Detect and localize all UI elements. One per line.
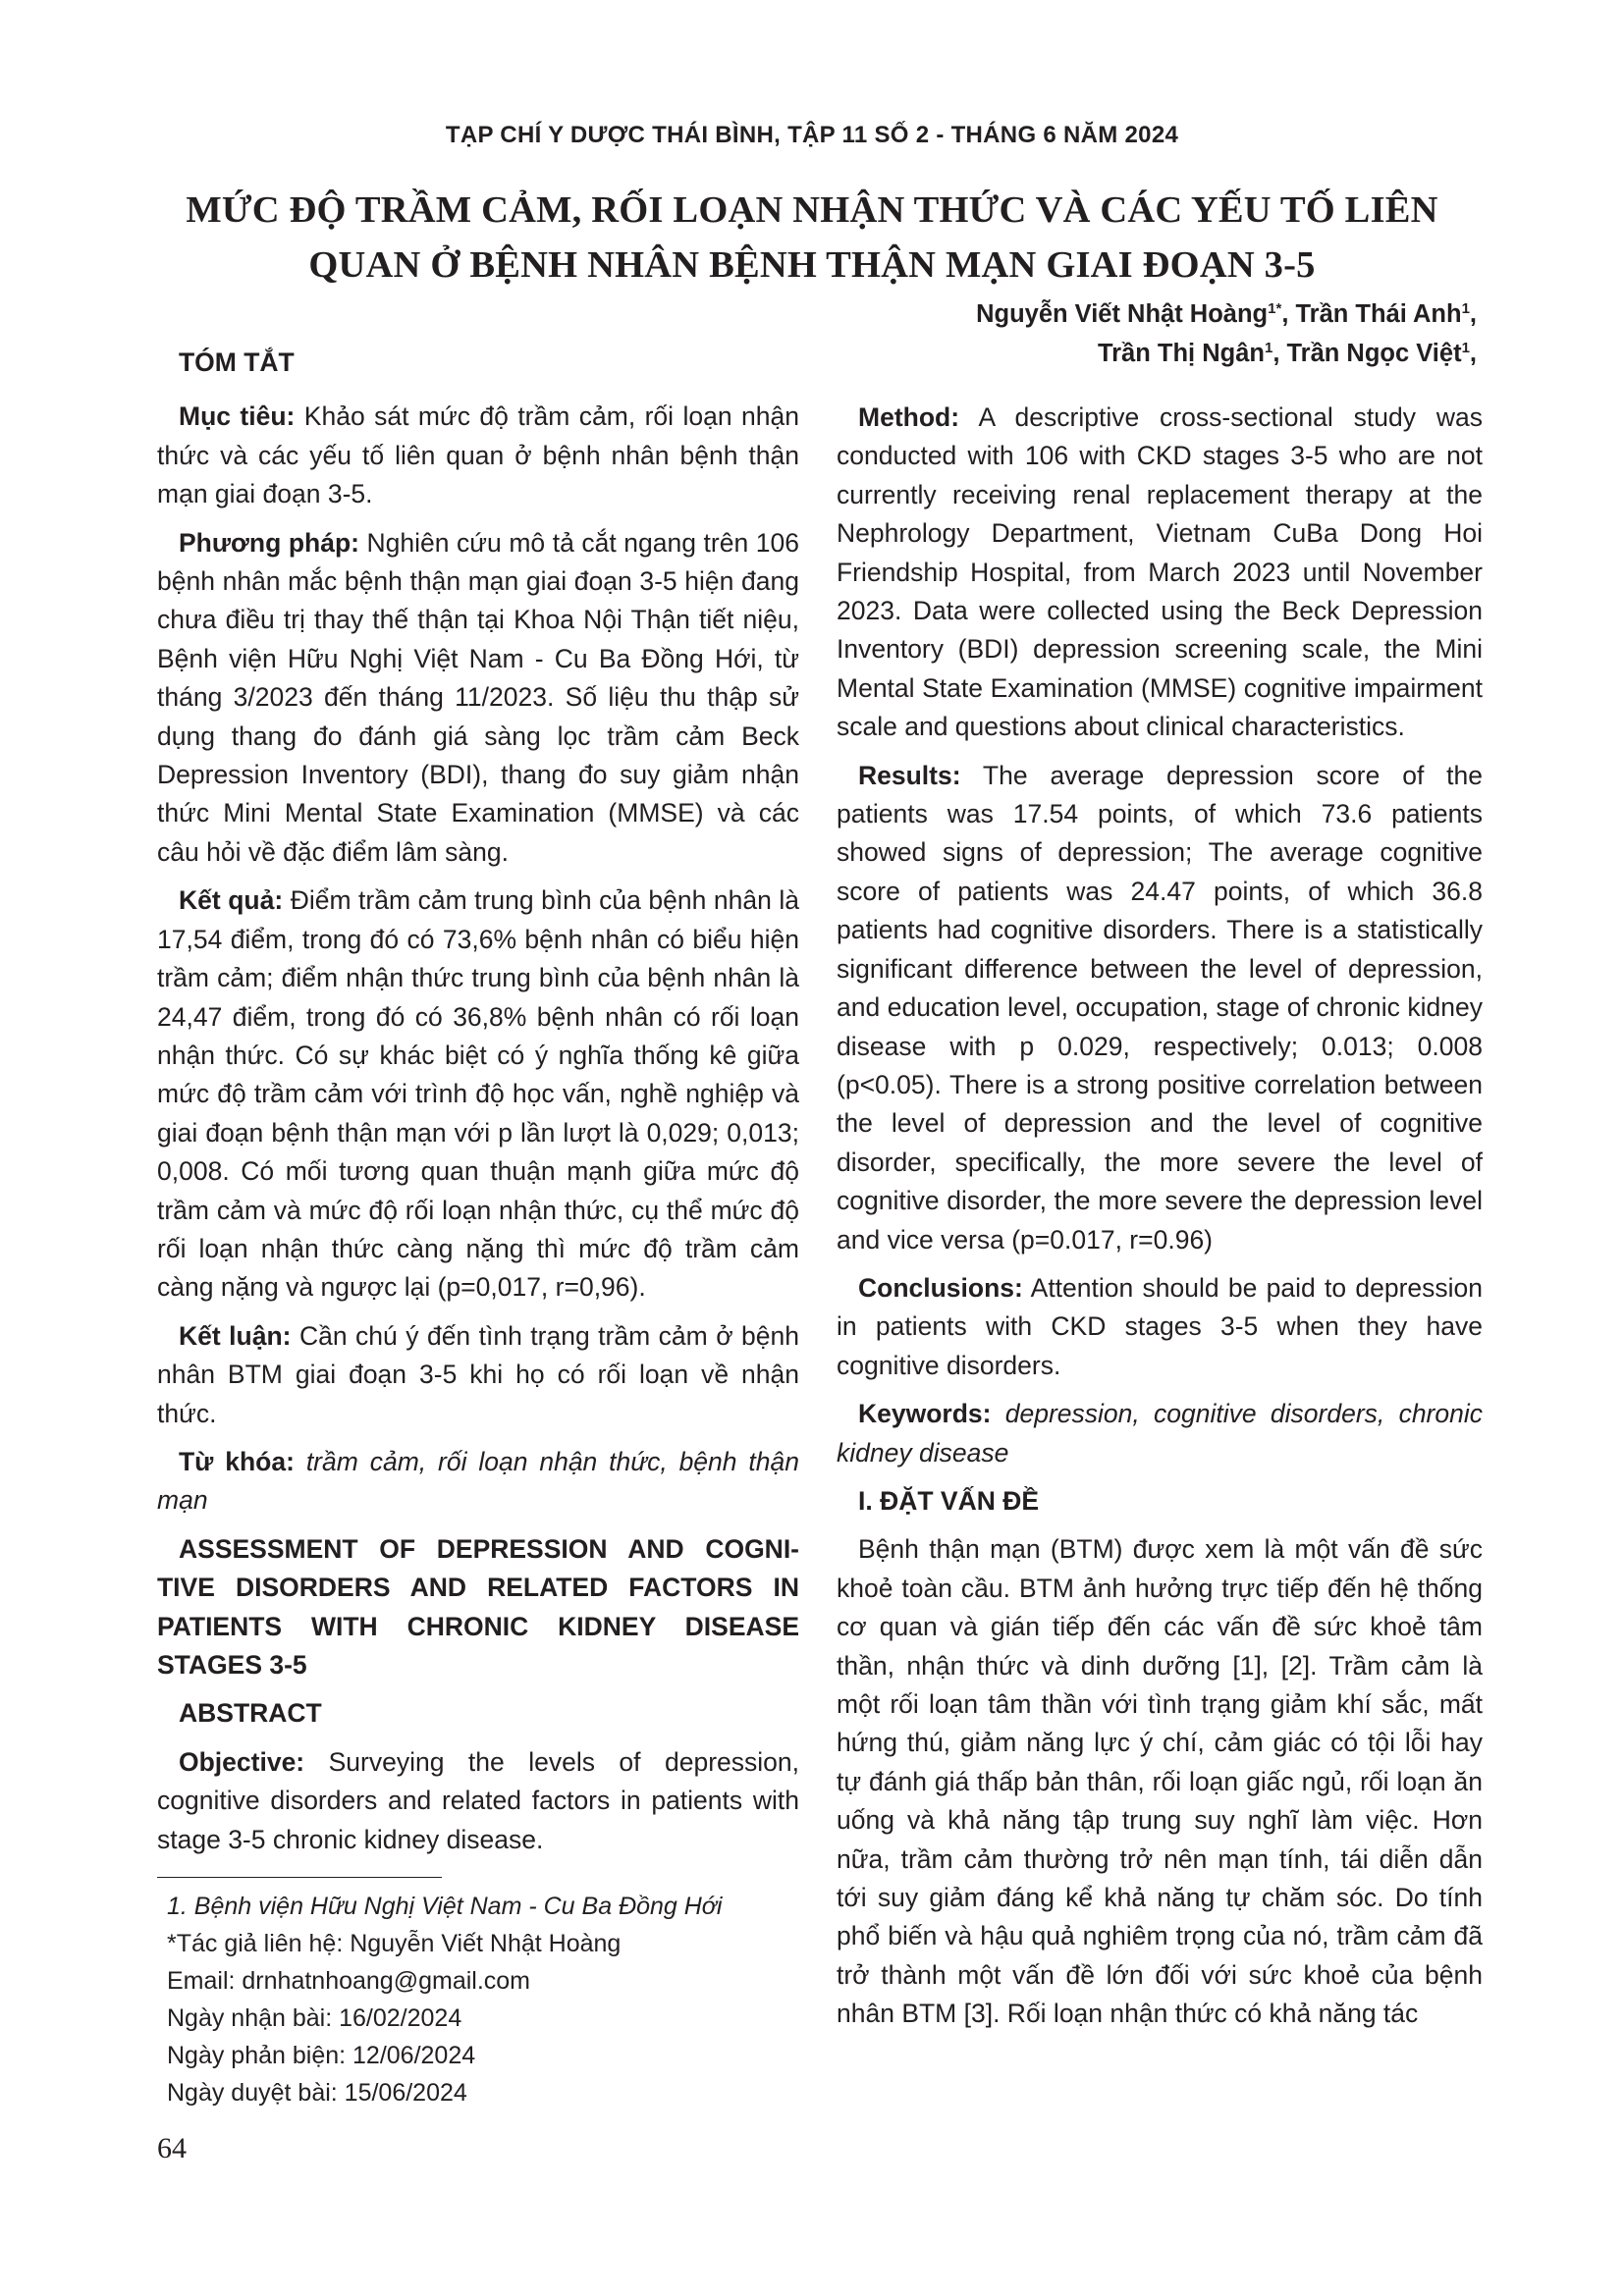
journal-header: TẠP CHÍ Y DƯỢC THÁI BÌNH, TẬP 11 SỐ 2 - THÁNG 6 NĂM 2024 bbox=[445, 122, 1179, 148]
tomtat-heading: TÓM TẮT bbox=[179, 347, 295, 377]
right-column bbox=[837, 399, 1483, 2044]
author-name: Nguyễn Viết Nhật Hoàng bbox=[976, 300, 1269, 328]
author-affiliation-mark: 1 bbox=[1461, 300, 1470, 317]
abstract-objective: Objective: Surveying the levels of depression, cognitive disorders and related factors in patients with stage 3-5 chronic kidney disease. bbox=[157, 1746, 799, 1854]
article-title-line-2: QUAN Ở BỆNH NHÂN BỆNH THẬN MẠN GIAI ĐOẠN 3-5 bbox=[308, 244, 1316, 286]
footnote-email: Email: drnhatnhoang@gmail.com bbox=[167, 1967, 531, 1996]
author-affiliation-mark: 1 bbox=[1461, 340, 1470, 356]
footnote-contact: *Tác giả liên hệ: Nguyễn Viết Nhật Hoàng bbox=[167, 1930, 622, 1958]
author-line-2: Trần Thị Ngân$^1$, Trần Ngọc Việt$^1$, bbox=[1097, 340, 1477, 367]
abstract-heading: ABSTRACT bbox=[179, 1698, 322, 1729]
left-column bbox=[157, 344, 799, 2111]
introduction-paragraph: Bệnh thận mạn (BTM) được xem là một vấn đề sức khoẻ toàn cầu. BTM ảnh hưởng trực tiếp đến hệ thống cơ quan và gián tiếp đến các vấn đề sức khoẻ tâm thần, nhận thức và dinh dưỡng [1], [2]. Trầm cảm là một rối loạn tâm thần với tình trạng giảm khí sắc, mất hứng thú, giảm năng lực ý chí, cảm giác có tội lỗi hay tự đánh giá thấp bản thân, rối loạn giấc ngủ, rối loạn ăn uống và khả năng tập trung suy nghĩ làm việc. Hơn nữa, trầm cảm thường trở nên mạn tính, tái diễn dẫn tới suy giảm đáng kể khả năng tự chăm sóc. Do tính phổ biến và hậu quả nghiêm trọng của nó, trầm cảm đã trở thành một vấn đề lớn đối với sức khoẻ của bệnh nhân BTM [3]. Rối loạn nhận thức có khả năng tác bbox=[837, 1534, 1483, 2029]
author-name: Trần Thị Ngân bbox=[1097, 340, 1265, 367]
footnotes bbox=[157, 1888, 799, 2111]
tomtat-results: Kết quả: Điểm trầm cảm trung bình của bệnh nhân là 17,54 điểm, trong đó có 73,6% bệnh nhân có biểu hiện trầm cảm; điểm nhận thức trung bình của bệnh nhân là 24,47 điểm, trong đó có 36,8% bệnh nhân có rối loạn nhận thức. Có sự khác biệt có ý nghĩa thống kê giữa mức độ trầm cảm với trình độ học vấn, nghề nghiệp và giai đoạn bệnh thận mạn với p lần lượt là 0,029; 0,013; 0,008. Có mối tương quan thuận mạnh giữa mức độ trầm cảm và mức độ rối loạn nhận thức, cụ thể mức độ rối loạn nhận thức càng nặng thì mức độ trầm cảm càng nặng và ngược lại (p=0,017, r=0,96). bbox=[157, 885, 800, 1303]
tomtat-objective: Mục tiêu: Khảo sát mức độ trầm cảm, rối loạn nhận thức và các yếu tố liên quan ở bệnh nhân bệnh thận mạn giai đoạn 3-5. bbox=[157, 401, 799, 509]
author-affiliation-mark: 1 bbox=[1264, 340, 1273, 356]
author-affiliation-mark: 1* bbox=[1268, 300, 1282, 317]
author-list bbox=[976, 294, 1477, 373]
footnote-divider bbox=[157, 1877, 442, 1878]
section-heading-introduction: I. ĐẶT VẤN ĐỀ bbox=[858, 1485, 1040, 1516]
footnote-reviewed: Ngày phản biện: 12/06/2024 bbox=[167, 2042, 476, 2070]
author-name: Trần Ngọc Việt bbox=[1286, 340, 1462, 367]
footnote-affiliation: 1. Bệnh viện Hữu Nghị Việt Nam - Cu Ba Đồng Hới bbox=[167, 1893, 723, 1921]
abstract-method: Method: A descriptive cross-sectional study was conducted with 106 with CKD stages 3-5 who are not currently receiving renal replacement therapy at the Nephrology Department, Vietnam CuBa Dong Hoi Friendship Hospital, from March 2023 until November 2023. Data were collected using the Beck Depression Inventory (BDI) depression screening scale, the Mini Mental State Examination (MMSE) cognitive impairment scale and questions about clinical characteristics. bbox=[837, 402, 1483, 742]
article-title-line-1: MỨC ĐỘ TRẦM CẢM, RỐI LOẠN NHẬN THỨC VÀ CÁC YẾU TỐ LIÊN bbox=[186, 189, 1438, 231]
english-title: ASSESSMENT OF DEPRESSION AND COGNI-TIVE DISORDERS AND RELATED FACTORS IN PATIENTS WITH CHRONIC KIDNEY DISEASE STAGES 3-5 bbox=[157, 1533, 799, 1680]
article-title bbox=[128, 183, 1496, 293]
author-name: Trần Thái Anh bbox=[1295, 300, 1462, 328]
author-line-1: Nguyễn Viết Nhật Hoàng$^{1*}$, Trần Thái Anh$^1$, bbox=[976, 300, 1477, 328]
tomtat-keywords: Từ khóa: trầm cảm, rối loạn nhận thức, bệnh thận mạn bbox=[157, 1446, 799, 1516]
tomtat-method: Phương pháp: Nghiên cứu mô tả cắt ngang trên 106 bệnh nhân mắc bệnh thận mạn giai đoạn 3-5 hiện đang chưa điều trị thay thế thận tại Khoa Nội Thận tiết niệu, Bệnh viện Hữu Nghị Việt Nam - Cu Ba Đồng Hới, từ tháng 3/2023 đến tháng 11/2023. Số liệu thu thập sử dụng thang đo đánh giá sàng lọc trầm cảm Beck Depression Inventory (BDI), thang đo suy giảm nhận thức Mini Mental State Examination (MMSE) và các câu hỏi về đặc điểm lâm sàng. bbox=[157, 527, 799, 867]
abstract-keywords: Keywords: depression, cognitive disorders, chronic kidney disease bbox=[837, 1399, 1483, 1468]
abstract-results: Results: The average depression score of the patients was 17.54 points, of which 73.6 patients showed signs of depression; The average cognitive score of patients was 24.47 points, of which 36.8 patients had cognitive disorders. There is a statistically significant difference between the level of depression, and education level, occupation, stage of chronic kidney disease with p 0.029, respectively; 0.013; 0.008 (p<0.05). There is a strong positive correlation between the level of depression and the level of cognitive disorder, specifically, the more severe the level of cognitive disorder, the more severe the depression level and vice versa (p=0.017, r=0.96) bbox=[837, 760, 1483, 1255]
footnote-received: Ngày nhận bài: 16/02/2024 bbox=[167, 2004, 462, 2033]
abstract-conclusions: Conclusions: Attention should be paid to depression in patients with CKD stages 3-5 when they have cognitive disorders. bbox=[837, 1272, 1483, 1380]
page-number: 64 bbox=[157, 2132, 187, 2164]
tomtat-conclusion: Kết luận: Cần chú ý đến tình trạng trầm cảm ở bệnh nhân BTM giai đoạn 3-5 khi họ có rối loạn về nhận thức. bbox=[157, 1320, 799, 1428]
footnote-accepted: Ngày duyệt bài: 15/06/2024 bbox=[167, 2079, 467, 2108]
